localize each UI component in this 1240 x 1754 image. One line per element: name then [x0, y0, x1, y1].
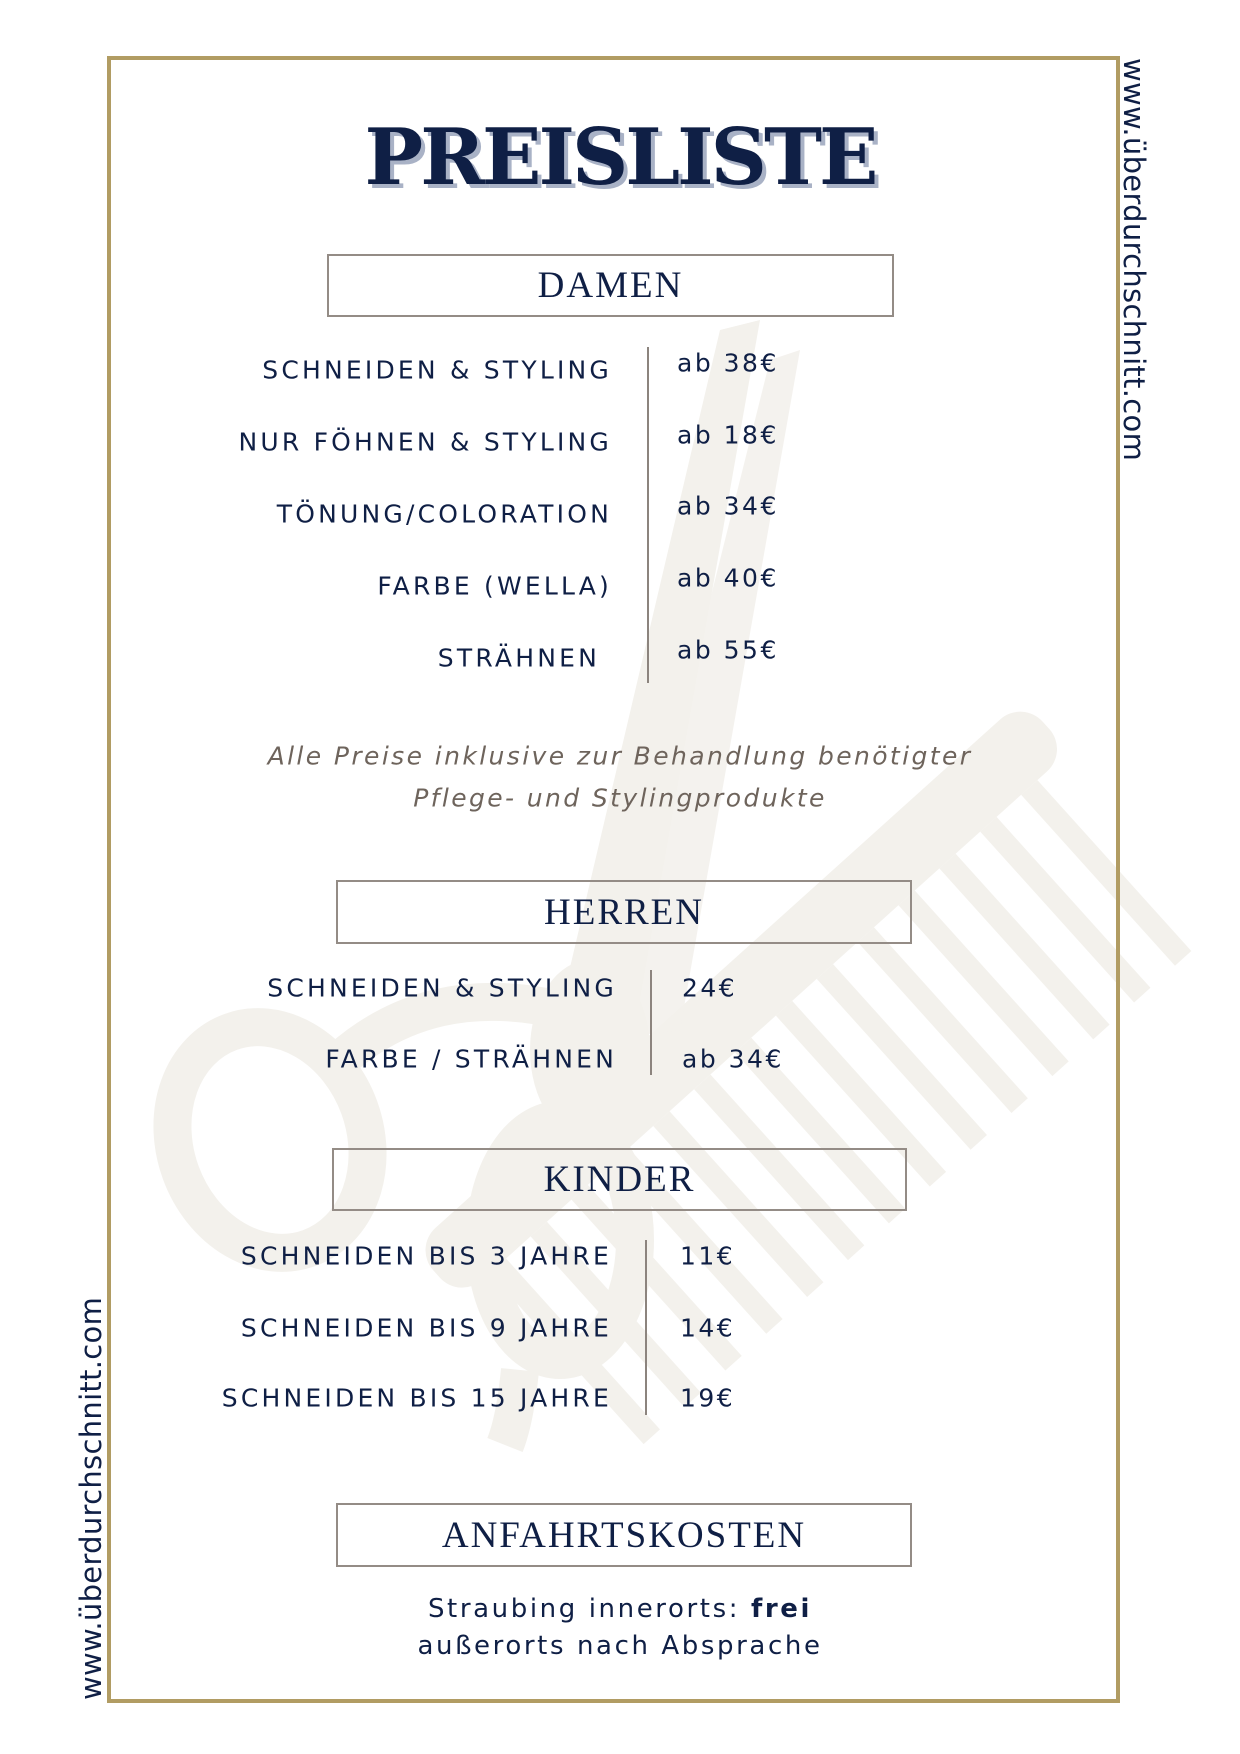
website-url-right[interactable]: www.überdurchschnitt.com — [1117, 58, 1151, 462]
divider — [650, 970, 652, 1075]
travel-cost-local-value: frei — [750, 1594, 813, 1624]
service-price: 19€ — [680, 1383, 736, 1413]
service-price: ab 40€ — [677, 563, 779, 593]
website-url-left[interactable]: www.überdurchschnitt.com — [74, 1296, 108, 1700]
section-heading-label: DAMEN — [537, 265, 684, 306]
section-heading-damen — [327, 254, 894, 317]
service-price: ab 38€ — [677, 348, 779, 378]
service-label: STRÄHNEN — [437, 643, 600, 673]
divider — [645, 1240, 647, 1415]
service-label: FARBE / STRÄHNEN — [325, 1044, 617, 1074]
service-price: ab 55€ — [677, 635, 779, 665]
travel-cost-local — [0, 1594, 1240, 1624]
service-price: 24€ — [682, 973, 738, 1003]
travel-cost-local-label: Straubing innerorts: — [427, 1594, 751, 1624]
service-label: SCHNEIDEN BIS 3 JAHRE — [240, 1241, 612, 1271]
section-heading-label: KINDER — [543, 1159, 696, 1200]
section-heading-label: ANFAHRTSKOSTEN — [441, 1514, 807, 1556]
service-label: NUR FÖHNEN & STYLING — [238, 427, 612, 457]
service-label: TÖNUNG/COLORATION — [276, 499, 612, 529]
service-price: 11€ — [680, 1241, 736, 1271]
divider — [647, 347, 649, 683]
service-price: ab 18€ — [677, 420, 779, 450]
section-heading-herren — [336, 880, 912, 944]
page-title: PREISLISTE — [364, 112, 876, 203]
service-price: ab 34€ — [682, 1044, 784, 1074]
service-label: SCHNEIDEN BIS 15 JAHRE — [221, 1383, 612, 1413]
service-label: SCHNEIDEN & STYLING — [267, 973, 617, 1003]
service-label: SCHNEIDEN BIS 9 JAHRE — [240, 1313, 612, 1343]
service-price: 14€ — [680, 1313, 736, 1343]
travel-cost-outside: außerorts nach Absprache — [417, 1631, 823, 1661]
service-price: ab 34€ — [677, 491, 779, 521]
service-label: FARBE (WELLA) — [377, 571, 612, 601]
section-heading-kinder — [332, 1148, 907, 1211]
service-label: SCHNEIDEN & STYLING — [262, 355, 612, 385]
section-heading-anfahrtskosten — [336, 1503, 912, 1567]
section-heading-label: HERREN — [544, 891, 704, 933]
price-note-line-1: Alle Preise inklusive zur Behandlung benötigter — [267, 741, 973, 771]
price-note-line-2: Pflege- und Stylingprodukte — [413, 783, 827, 813]
